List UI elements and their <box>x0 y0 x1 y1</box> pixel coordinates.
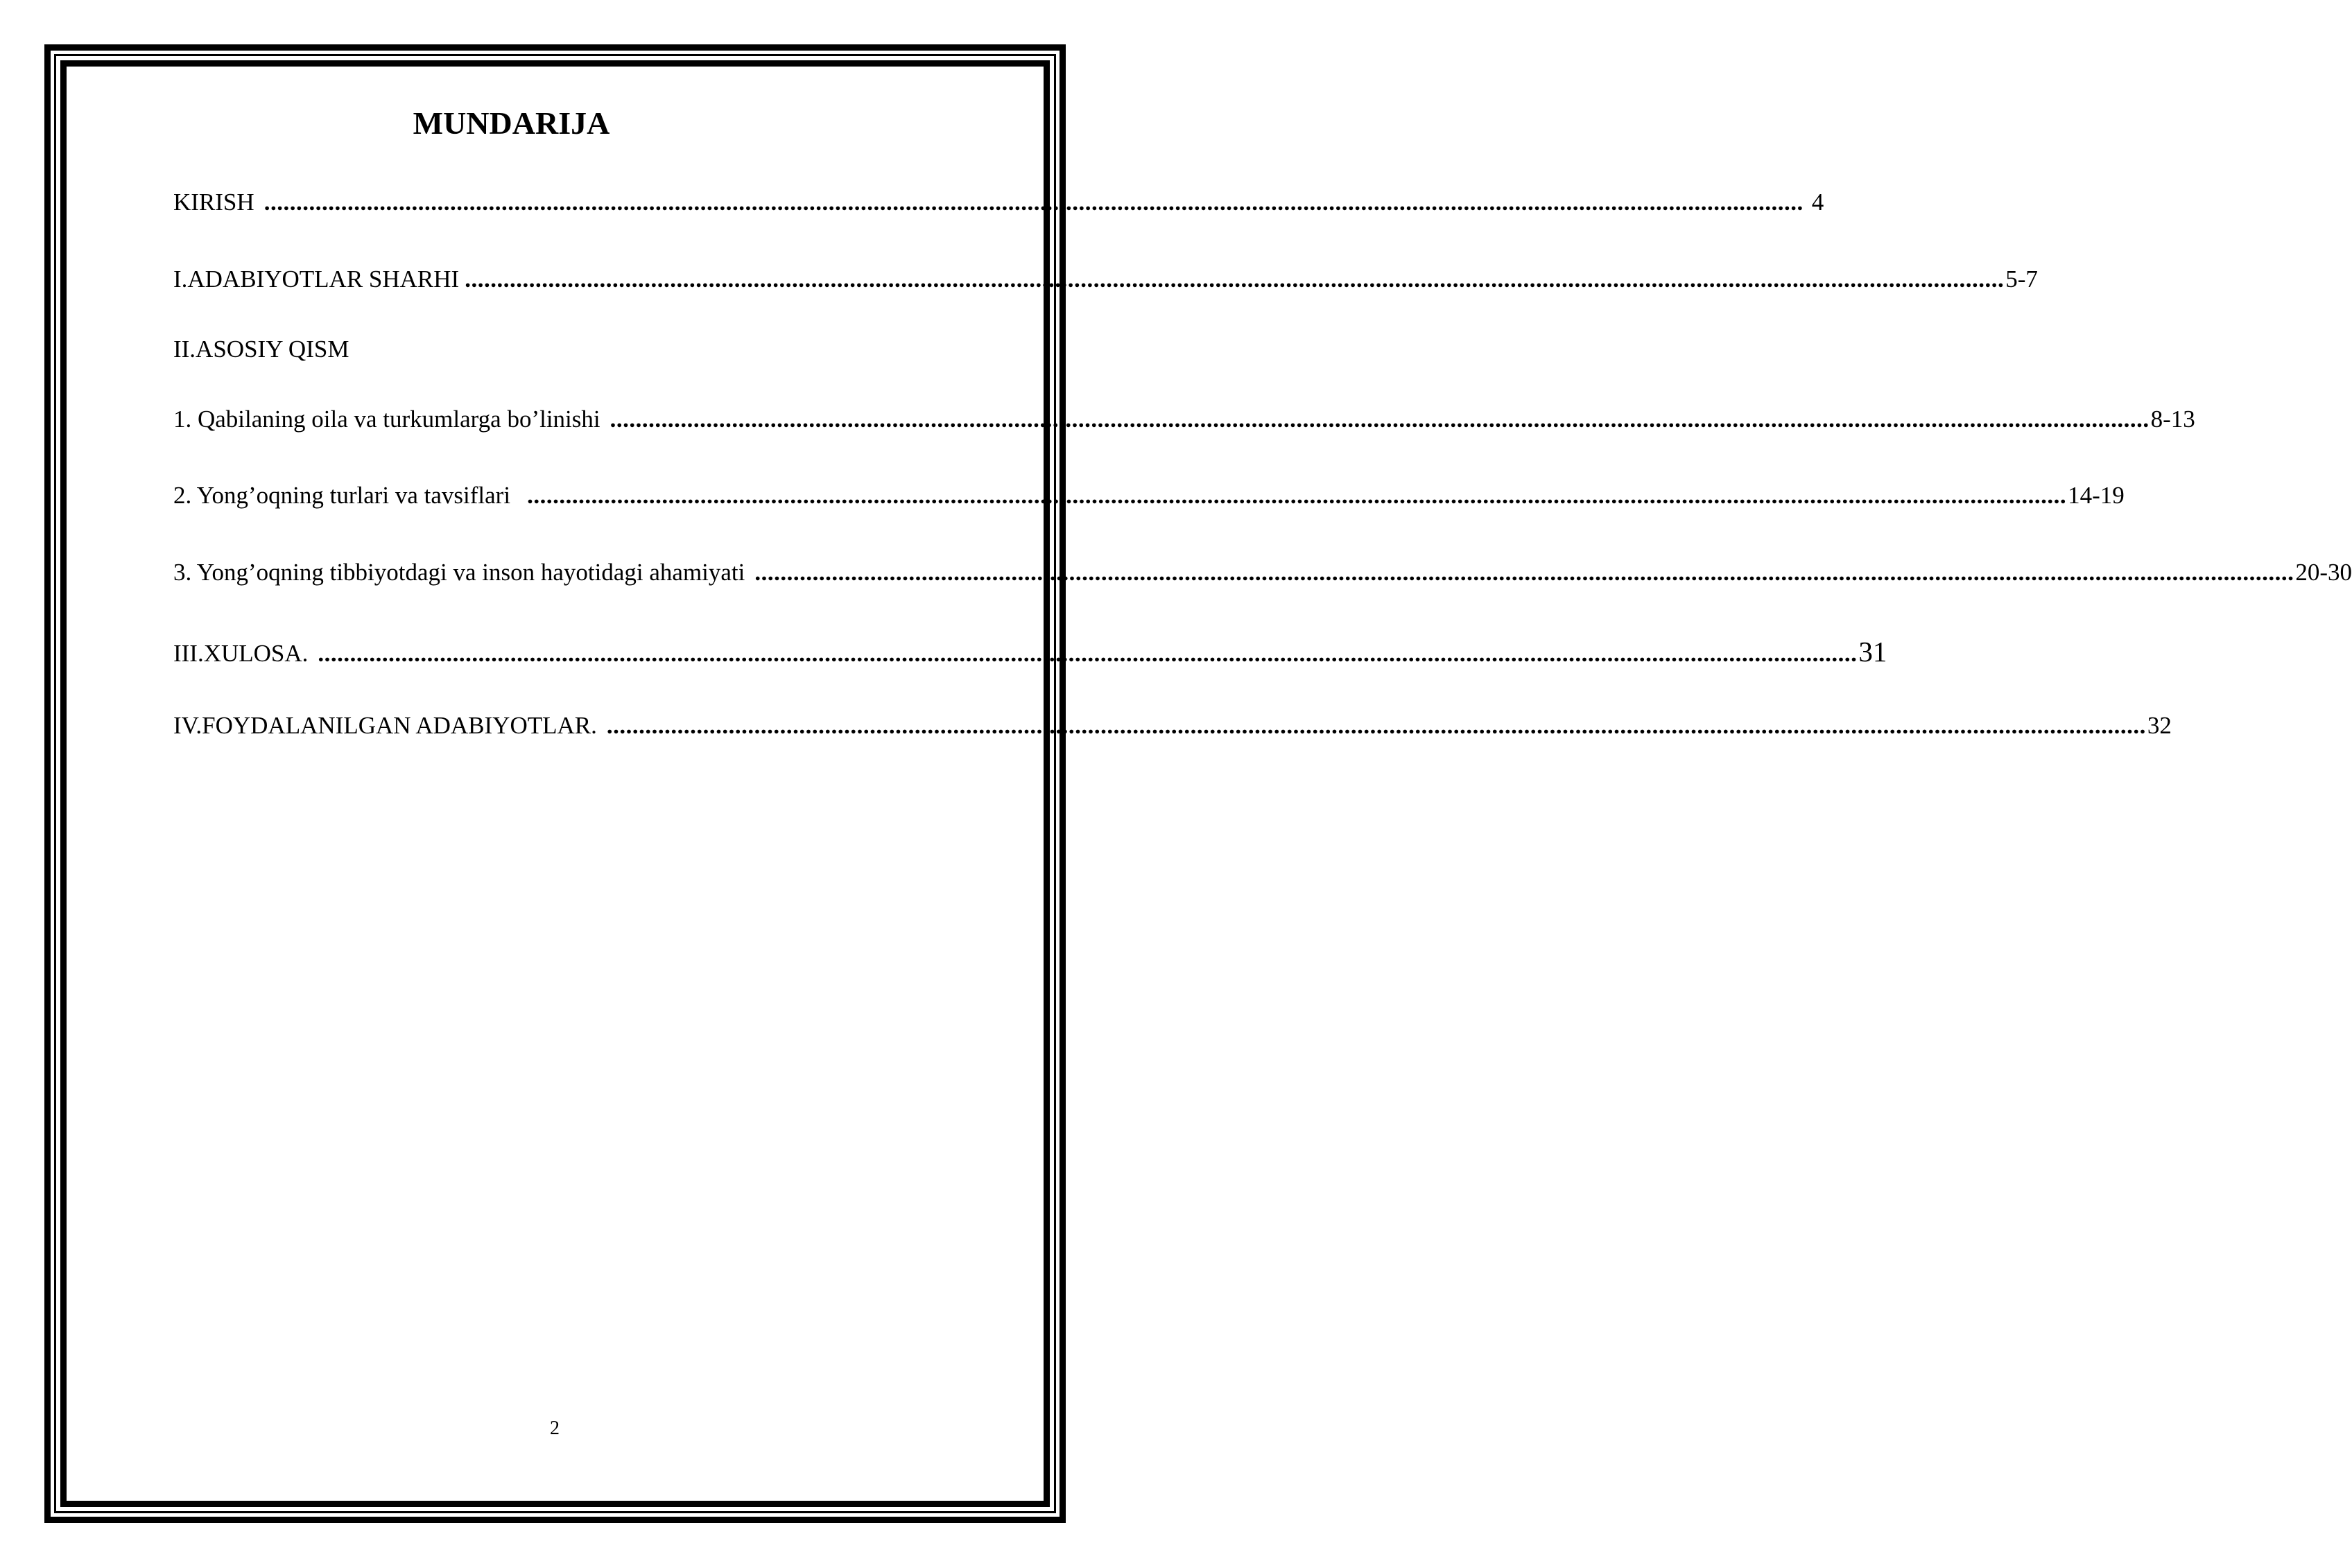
toc-entry-label: IV.FOYDALANILGAN ADABIYOTLAR. <box>173 712 597 739</box>
toc-entry-page: 20-30 <box>2295 559 2352 586</box>
toc-entry-page: 8-13 <box>2150 406 2195 433</box>
toc-leader-dots: ................................................................................................................................................................................................................................................ <box>263 189 1804 216</box>
toc-leader-dots: ................................................................................................................................................................................................................................................ <box>606 712 2146 739</box>
toc-leader-dots: ................................................................................................................................................................................................................................................ <box>318 640 1858 667</box>
toc-entry-label: I.ADABIYOTLAR SHARHI <box>173 265 460 293</box>
toc-title: MUNDARIJA <box>413 105 610 141</box>
toc-entry-yongoq-turlari[interactable] <box>173 482 2125 516</box>
toc-entry-label: KIRISH <box>173 189 254 216</box>
toc-entry-qabilaning-oila[interactable] <box>173 406 2195 440</box>
toc-entry-yongoq-ahamiyati[interactable] <box>173 559 2352 593</box>
toc-entry-page: 31 <box>1858 636 1887 668</box>
toc-entry-label: III.XULOSA. <box>173 640 309 667</box>
toc-entry-label: 2. Yong’oqning turlari va tavsiflari <box>173 482 511 509</box>
toc-entry-label: II.ASOSIY QISM <box>173 336 349 363</box>
toc-entry-page: 14-19 <box>2068 482 2125 509</box>
toc-entry-xulosa[interactable] <box>173 635 1887 670</box>
toc-leader-dots: ................................................................................................................................................................................................................................................ <box>527 482 2067 509</box>
toc-entry-label: 3. Yong’oqning tibbiyotdagi va inson hayotidagi ahamiyati <box>173 559 745 586</box>
toc-entry-kirish[interactable] <box>173 189 1824 223</box>
toc-entry-page: 4 <box>1811 189 1824 216</box>
toc-entry-page: 5-7 <box>2005 265 2038 293</box>
toc-entry-foydalanilgan-adabiyotlar[interactable] <box>173 712 2172 747</box>
toc-entry-asosiy-qism[interactable] <box>173 336 1023 370</box>
toc-entry-label: 1. Qabilaning oila va turkumlarga bo’linishi <box>173 406 600 433</box>
toc-leader-dots: ................................................................................................................................................................................................................................................ <box>465 265 2005 293</box>
page-number: 2 <box>550 1418 560 1439</box>
toc-entry-page: 32 <box>2147 712 2172 739</box>
toc-entry-adabiyotlar-sharhi[interactable] <box>173 265 2038 300</box>
table-of-contents <box>173 0 2352 1568</box>
toc-leader-dots: ................................................................................................................................................................................................................................................ <box>754 559 2294 586</box>
toc-leader-dots: ................................................................................................................................................................................................................................................ <box>609 406 2150 433</box>
